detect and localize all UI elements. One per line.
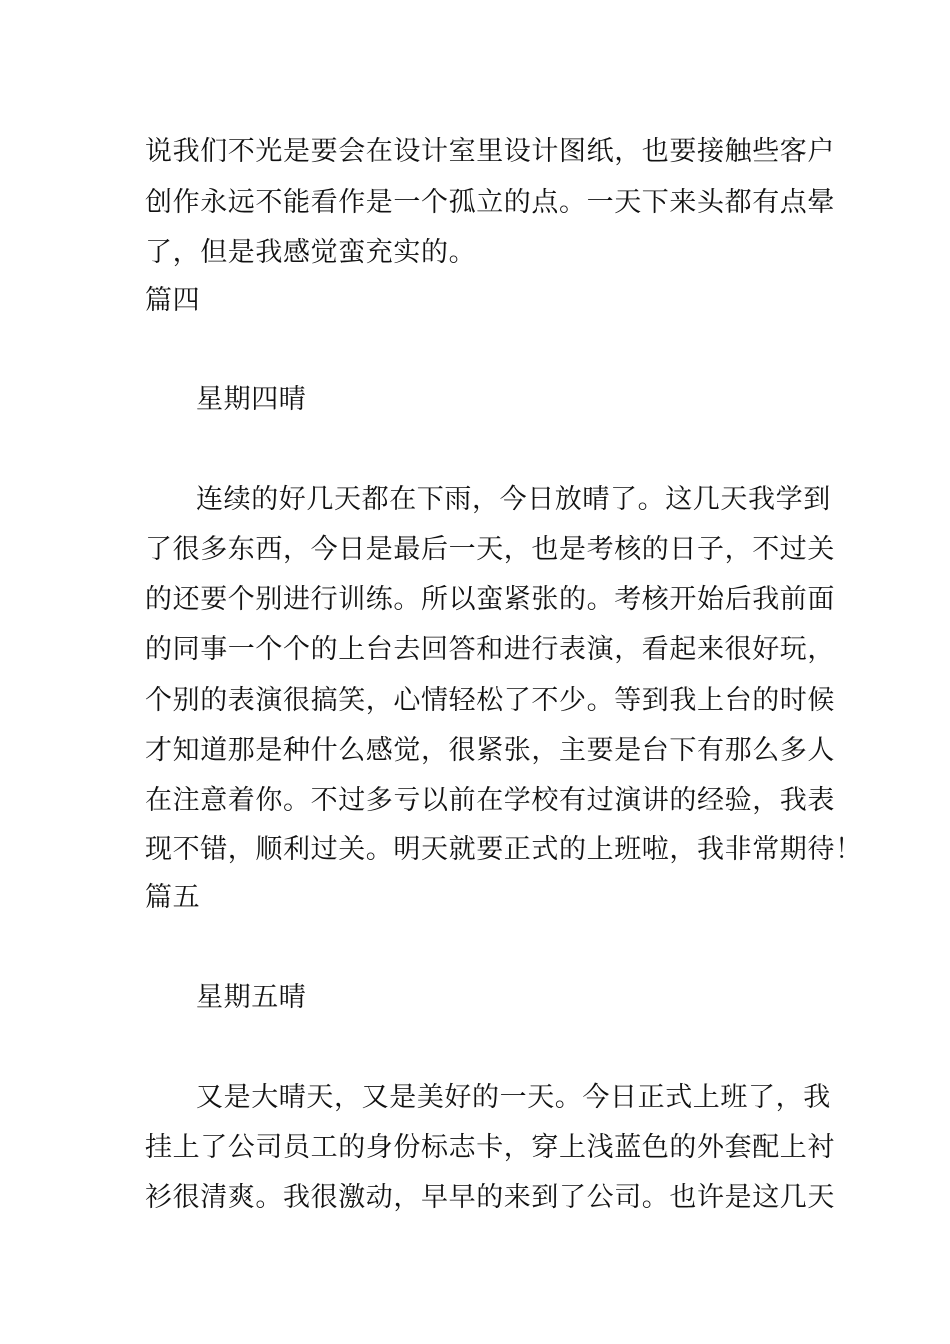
text-line: 在注意着你。不过多亏以前在学校有过演讲的经验，我表 — [145, 785, 835, 816]
entry-date: 星期五晴 — [196, 982, 307, 1013]
text-line: 个别的表演很搞笑，心情轻松了不少。等到我上台的时候 — [145, 685, 835, 716]
text-line: 了很多东西，今日是最后一天，也是考核的日子，不过关 — [145, 534, 835, 565]
text-line: 又是大晴天，又是美好的一天。今日正式上班了，我 — [196, 1082, 831, 1113]
section-heading: 篇四 — [145, 285, 201, 316]
text-line: 的还要个别进行训练。所以蛮紧张的。考核开始后我前面 — [145, 584, 835, 615]
text-line: 连续的好几天都在下雨，今日放晴了。这几天我学到 — [196, 484, 831, 515]
text-line: 创作永远不能看作是一个孤立的点。一天下来头都有点晕 — [145, 187, 835, 218]
text-line: 了，但是我感觉蛮充实的。 — [145, 237, 477, 268]
text-line: 衫很清爽。我很激动，早早的来到了公司。也许是这几天 — [145, 1182, 835, 1213]
text-line: 说我们不光是要会在设计室里设计图纸，也要接触些客户 — [145, 136, 835, 167]
entry-date: 星期四晴 — [196, 384, 307, 415]
section-heading: 篇五 — [145, 882, 201, 913]
text-line: 的同事一个个的上台去回答和进行表演，看起来很好玩， — [145, 634, 835, 665]
text-line: 才知道那是种什么感觉，很紧张，主要是台下有那么多人 — [145, 735, 835, 766]
text-line: 现不错，顺利过关。明天就要正式的上班啦，我非常期待！ — [145, 834, 863, 865]
text-line: 挂上了公司员工的身份标志卡，穿上浅蓝色的外套配上衬 — [145, 1132, 835, 1163]
